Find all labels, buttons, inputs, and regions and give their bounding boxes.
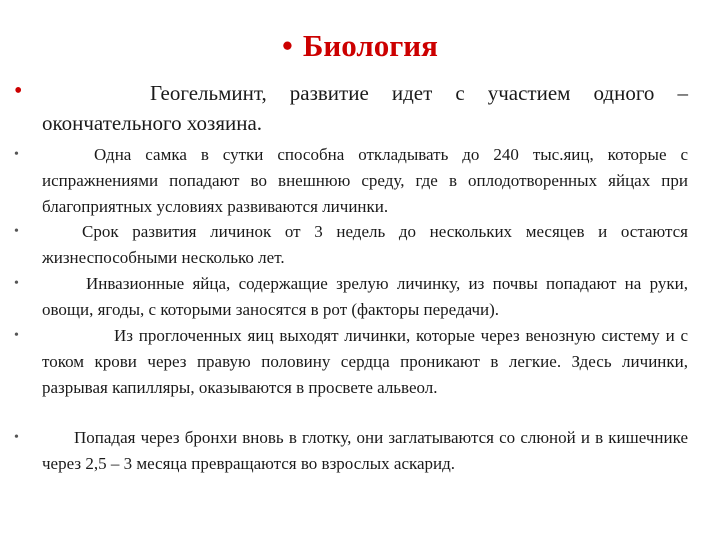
bullet-marker: • — [14, 328, 19, 343]
bullet-marker: • — [14, 276, 19, 291]
list-item-text: Одна самка в сутки способна откладывать до 240 тыс.яиц, которые с испражнениями попадают во внешнюю среду, где в оплодотворенных яйцах при благоприятных условиях развиваются личинки. — [42, 145, 688, 216]
list-item — [14, 425, 688, 477]
bullet-marker: • — [14, 147, 19, 162]
list-item-text: Геогельминт, развитие идет с участием одного – окончательного хозяина. — [42, 81, 688, 135]
list-item-text: Из проглоченных яиц выходят личинки, которые через венозную систему и с током крови через правую половину сердца проникают в легкие. Здесь личинки, разрывая капилляры, оказываются в просвете альвеол. — [42, 326, 688, 397]
list-item — [14, 219, 688, 271]
title-bullet: • — [282, 28, 293, 63]
list-item — [14, 78, 688, 138]
list-item — [14, 323, 688, 401]
bullet-marker: • — [14, 224, 19, 239]
list-item — [14, 271, 688, 323]
title-text: Биология — [302, 28, 438, 63]
list-item-text: Попадая через бронхи вновь в глотку, они заглатываются со слюной и в кишечнике через 2,5 – 3 месяца превращаются во взрослых аскарид. — [42, 428, 688, 473]
bullet-marker: • — [14, 78, 23, 104]
list-item-text: Инвазионные яйца, содержащие зрелую личинку, из почвы попадают на руки, овощи, ягоды, с которыми заносятся в рот (факторы передачи). — [42, 274, 688, 319]
bullet-marker: • — [14, 430, 19, 445]
list-item — [14, 142, 688, 220]
list-item-text: Срок развития личинок от 3 недель до нескольких месяцев и остаются жизнеспособными несколько лет. — [42, 222, 688, 267]
